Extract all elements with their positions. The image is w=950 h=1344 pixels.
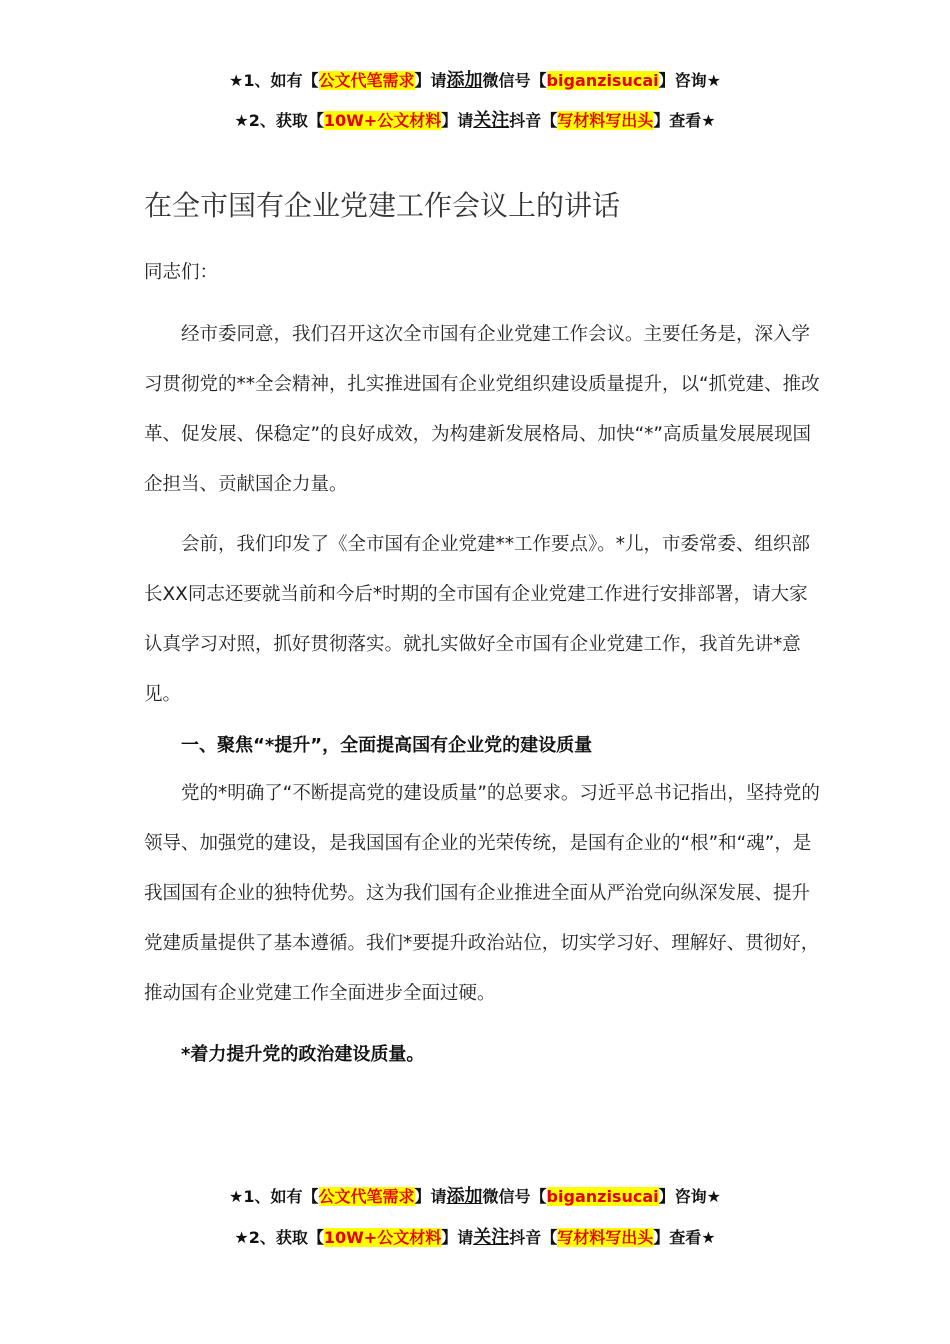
promo-highlight: 公文代笔需求	[318, 71, 415, 90]
promo-douyin-id: 写材料写出头	[557, 111, 654, 130]
promo-line-1-bottom	[0, 1187, 950, 1207]
promo-wechat-id: biganzisucai	[546, 1187, 659, 1206]
promo-text: 微信号【	[482, 71, 547, 90]
promo-suffix: 】咨询★	[658, 71, 721, 90]
promo-underline: 添加	[446, 70, 483, 91]
promo-text: 】请	[414, 71, 447, 90]
subsection-heading-1: *着力提升党的政治建设质量。	[181, 1044, 425, 1065]
promo-text: 微信号【	[482, 1187, 547, 1206]
promo-highlight: 10W+公文材料	[323, 111, 442, 130]
promo-line-2-bottom	[0, 1228, 950, 1248]
promo-underline: 添加	[446, 1186, 483, 1207]
promo-wechat-id: biganzisucai	[546, 71, 659, 90]
document-title: 在全市国有企业党建工作会议上的讲话	[144, 189, 621, 222]
paragraph-1: 经市委同意，我们召开这次全市国有企业党建工作会议。主要任务是，深入学习贯彻党的**全会精神，扎实推进国有企业党组织建设质量提升，以“抓党建、推改革、促发展、保稳定”的良好成效，为构建新发展格局、加快“*”高质量发展展现国企担当、贡献国企力量。	[144, 324, 820, 495]
promo-line-2-top	[0, 111, 950, 131]
promo-text: 抖音【	[509, 111, 558, 130]
section-heading-1: 一、聚焦“*提升”，全面提高国有企业党的建设质量	[181, 735, 593, 756]
promo-highlight: 10W+公文材料	[323, 1228, 442, 1247]
promo-underline: 关注	[473, 110, 510, 131]
salutation: 同志们：	[144, 262, 219, 283]
promo-prefix: ★2、获取【	[234, 1228, 324, 1247]
promo-suffix: 】查看★	[653, 111, 716, 130]
promo-text: 】请	[441, 111, 474, 130]
promo-prefix: ★1、如有【	[229, 71, 319, 90]
promo-text: 抖音【	[509, 1228, 558, 1247]
promo-suffix: 】咨询★	[658, 1187, 721, 1206]
promo-suffix: 】查看★	[653, 1228, 716, 1247]
paragraph-3: 党的*明确了“不断提高党的建设质量”的总要求。习近平总书记指出，坚持党的领导、加强党的建设，是我国国有企业的光荣传统，是国有企业的“根”和“魂”，是我国国有企业的独特优势。这为我们国有企业推进全面从严治党向纵深发展、提升党建质量提供了基本遵循。我们*要提升政治站位，切实学习好、理解好、贯彻好，推动国有企业党建工作全面进步全面过硬。	[144, 783, 820, 1004]
promo-douyin-id: 写材料写出头	[557, 1228, 654, 1247]
promo-text: 】请	[441, 1228, 474, 1247]
promo-highlight: 公文代笔需求	[318, 1187, 415, 1206]
promo-prefix: ★2、获取【	[234, 111, 324, 130]
promo-line-1-top	[0, 71, 950, 91]
paragraph-2: 会前，我们印发了《全市国有企业党建**工作要点》。*儿，市委常委、组织部长XX同志还要就当前和今后*时期的全市国有企业党建工作进行安排部署，请大家认真学习对照，抓好贯彻落实。就扎实做好全市国有企业党建工作，我首先讲*意见。	[144, 534, 811, 705]
promo-underline: 关注	[473, 1227, 510, 1248]
promo-text: 】请	[414, 1187, 447, 1206]
promo-prefix: ★1、如有【	[229, 1187, 319, 1206]
